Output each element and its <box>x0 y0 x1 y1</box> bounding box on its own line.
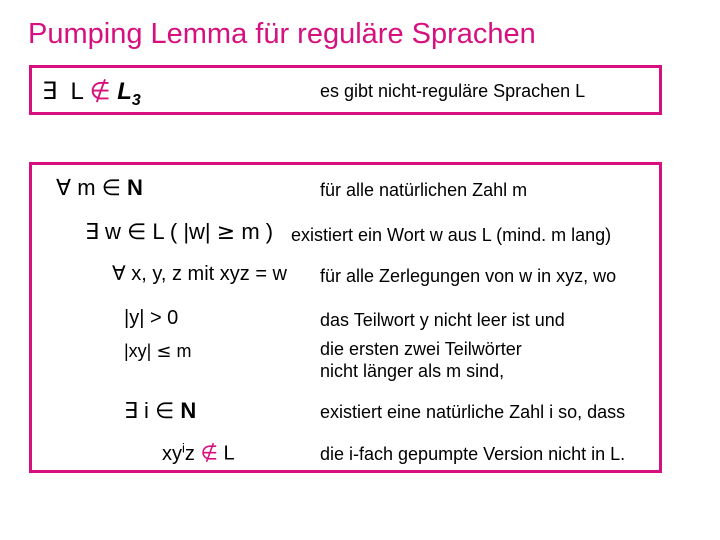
set-n: N <box>180 398 197 423</box>
decomposition: x, y, z mit xyz = w <box>131 263 288 285</box>
desc-pumped: die i-fach gepumpte Version nicht in L. <box>320 444 626 464</box>
formula-nonregular <box>42 77 141 110</box>
in-symbol: ∈ <box>127 220 147 245</box>
var-w: w <box>105 219 121 244</box>
class-l3 <box>117 78 141 109</box>
formula-cond-y: |y| > 0 <box>124 307 179 329</box>
var-m: m <box>176 341 192 361</box>
set-n: N <box>126 175 143 200</box>
desc-nonregular: es gibt nicht-reguläre Sprachen L <box>320 81 586 101</box>
language-var: L <box>70 78 83 105</box>
notin-symbol: ∉ <box>89 77 111 105</box>
desc-cond-xy: die ersten zwei Teilwörter nicht länger als m sind, <box>320 339 522 381</box>
formula-cond-xy <box>124 341 191 362</box>
class-subscript: 3 <box>131 91 141 109</box>
forall-symbol: ∀ <box>56 176 72 201</box>
length-condition-tail: m ) <box>241 219 274 244</box>
pumped-prefix: xy <box>162 442 182 465</box>
notin-symbol: ∉ <box>200 440 218 465</box>
desc-exists-i: existiert eine natürliche Zahl i so, dass <box>320 402 626 422</box>
formula-exists-i <box>124 398 196 424</box>
length-condition: L ( |w| <box>152 219 211 244</box>
page-title: Pumping Lemma für reguläre Sprachen <box>28 18 536 50</box>
in-symbol: ∈ <box>101 176 121 201</box>
desc-forall-xyz: für alle Zerlegungen von w in xyz, wo <box>320 266 617 286</box>
var-i: i <box>144 398 149 423</box>
in-symbol: ∈ <box>155 399 175 424</box>
var-m: m <box>77 175 96 200</box>
desc-forall-m: für alle natürlichen Zahl m <box>320 180 528 200</box>
pumped-suffix: z <box>184 442 195 465</box>
leq-symbol: ≤ <box>156 341 172 362</box>
formula-forall-m <box>56 175 143 201</box>
pumped-exponent: i <box>182 440 185 455</box>
class-letter: L <box>117 78 132 105</box>
exists-symbol: ∃ <box>85 220 99 245</box>
pumped-word <box>162 440 195 465</box>
formula-pumped <box>162 440 235 466</box>
geq-symbol: ≥ <box>216 220 236 245</box>
xy-length: |xy| <box>124 341 152 361</box>
forall-symbol: ∀ <box>112 261 126 285</box>
exists-symbol: ∃ <box>124 399 138 424</box>
exists-symbol: ∃ <box>42 77 58 105</box>
formula-forall-xyz <box>112 261 287 286</box>
formula-exists-w <box>85 219 273 245</box>
desc-exists-w: existiert ein Wort w aus L (mind. m lang) <box>291 225 612 245</box>
desc-cond-y: das Teilwort y nicht leer ist und <box>320 310 565 330</box>
language-var: L <box>223 442 235 465</box>
